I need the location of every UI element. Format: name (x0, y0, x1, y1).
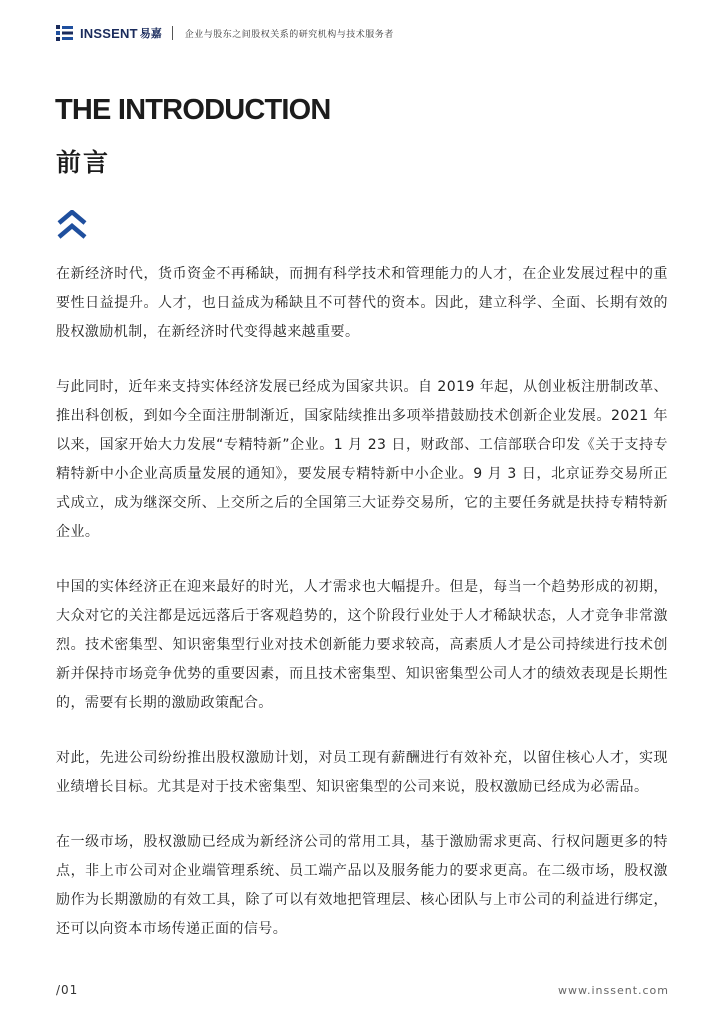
header-tagline: 企业与股东之间股权关系的研究机构与技术服务者 (184, 29, 394, 40)
double-chevron-up-icon (57, 210, 87, 240)
title-chinese: 前言 (56, 148, 111, 177)
inssent-logo-icon (56, 24, 74, 42)
title-english: THE INTRODUCTION (55, 94, 331, 126)
paragraph: 在一级市场，股权激励已经成为新经济公司的常用工具，基于激励需求更高、行权问题更多的特点，非上市公司对企业端管理系统、员工端产品以及服务能力的要求更高。在二级市场，股权激励作为长期激励的有效工具，除了可以有效地把管理层、核心团队与上市公司的利益进行绑定，还可以向资本市场传递正面的信号。 (56, 834, 668, 937)
page-header (56, 22, 394, 44)
brand-name-cn: 易嘉 (139, 27, 162, 40)
page-number: /01 (56, 983, 79, 997)
brand-name: INSSENT (80, 25, 138, 41)
paragraph: 对此，先进公司纷纷推出股权激励计划，对员工现有薪酬进行有效补充，以留住核心人才，实现业绩增长目标。尤其是对于技术密集型、知识密集型的公司来说，股权激励已经成为必需品。 (56, 750, 668, 795)
paragraph: 在新经济时代，货币资金不再稀缺，而拥有科学技术和管理能力的人才，在企业发展过程中的重要性日益提升。人才，也日益成为稀缺且不可替代的资本。因此，建立科学、全面、长期有效的股权激励机制，在新经济时代变得越来越重要。 (56, 266, 668, 340)
paragraph: 中国的实体经济正在迎来最好的时光，人才需求也大幅提升。但是，每当一个趋势形成的初期，大众对它的关注都是远远落后于客观趋势的，这个阶段行业处于人才稀缺状态，人才竞争非常激烈。技术密集型、知识密集型行业对技术创新能力要求较高，高素质人才是公司持续进行技术创新并保持市场竞争优势的重要因素，而且技术密集型、知识密集型公司人才的绩效表现是长期性的，需要有长期的激励政策配合。 (56, 579, 668, 711)
website-link[interactable]: www.inssent.com (557, 984, 669, 997)
header-divider (172, 26, 173, 40)
intro-body (56, 260, 668, 970)
paragraph: 与此同时，近年来支持实体经济发展已经成为国家共识。自 2019 年起，从创业板注册制改革、推出科创板，到如今全面注册制渐近，国家陆续推出多项举措鼓励技术创新企业发展。2021 年以来，国家开始大力发展“专精特新”企业。1 月 23 日，财政部、工信部联合印发《关于支持专精特新中小企业高质量发展的通知》，要发展专精特新中小企业。9 月 3 日，北京证券交易所正式成立，成为继深交所、上交所之后的全国第三大证券交易所，它的主要任务就是扶持专精特新企业。 (56, 379, 668, 540)
